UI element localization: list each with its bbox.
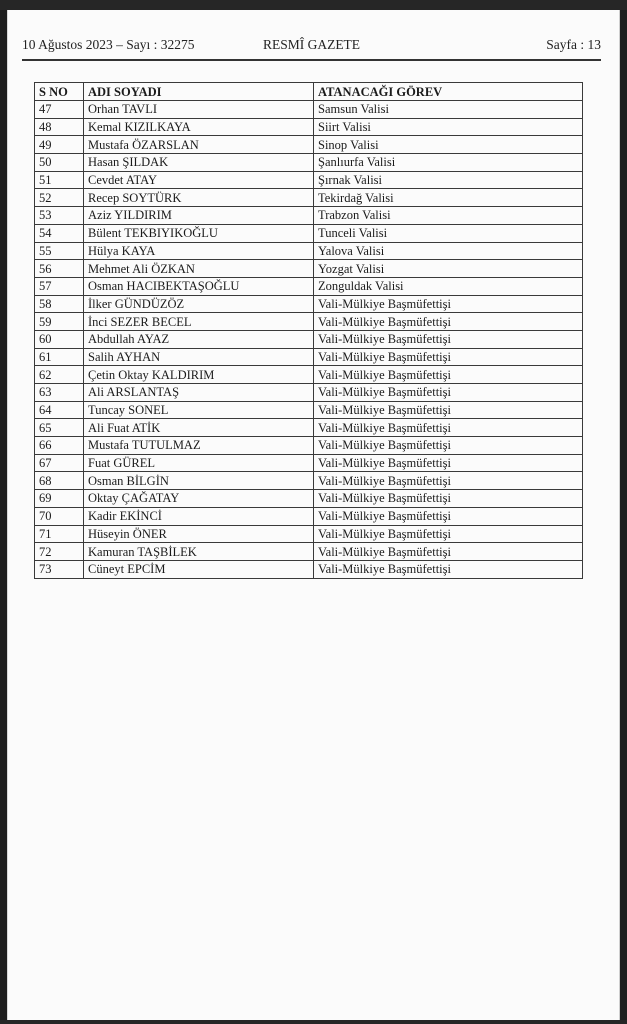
- cell-position: Vali-Mülkiye Başmüfettişi: [314, 437, 583, 455]
- cell-position: Şırnak Valisi: [314, 171, 583, 189]
- cell-name: Abdullah AYAZ: [84, 330, 314, 348]
- table-row: [35, 224, 583, 242]
- cell-sno: 54: [35, 224, 84, 242]
- screen-top-bar: [0, 0, 627, 10]
- cell-sno: 55: [35, 242, 84, 260]
- cell-name: Cevdet ATAY: [84, 171, 314, 189]
- cell-position: Vali-Mülkiye Başmüfettişi: [314, 507, 583, 525]
- cell-name: Cüneyt EPCİM: [84, 560, 314, 578]
- cell-sno: 65: [35, 419, 84, 437]
- cell-name: Oktay ÇAĞATAY: [84, 490, 314, 508]
- cell-position: Vali-Mülkiye Başmüfettişi: [314, 348, 583, 366]
- table-row: [35, 295, 583, 313]
- cell-sno: 50: [35, 154, 84, 172]
- table-body: [35, 101, 583, 579]
- page-header: [22, 37, 601, 57]
- cell-name: Recep SOYTÜRK: [84, 189, 314, 207]
- cell-sno: 62: [35, 366, 84, 384]
- table-row: [35, 366, 583, 384]
- table-row: [35, 560, 583, 578]
- cell-sno: 69: [35, 490, 84, 508]
- cell-position: Yalova Valisi: [314, 242, 583, 260]
- cell-sno: 64: [35, 401, 84, 419]
- table-row: [35, 277, 583, 295]
- column-header-sno: S NO: [35, 83, 84, 101]
- cell-position: Vali-Mülkiye Başmüfettişi: [314, 401, 583, 419]
- table-row: [35, 472, 583, 490]
- screen-bottom-bar: [0, 1020, 627, 1024]
- cell-sno: 68: [35, 472, 84, 490]
- cell-name: Hüseyin ÖNER: [84, 525, 314, 543]
- cell-sno: 63: [35, 384, 84, 402]
- cell-position: Vali-Mülkiye Başmüfettişi: [314, 330, 583, 348]
- cell-name: Osman HACIBEKTAŞOĞLU: [84, 277, 314, 295]
- cell-position: Tunceli Valisi: [314, 224, 583, 242]
- table-row: [35, 171, 583, 189]
- cell-position: Trabzon Valisi: [314, 207, 583, 225]
- header-divider: [22, 59, 601, 61]
- issue-date: 10 Ağustos 2023 – Sayı : 32275: [22, 37, 195, 52]
- table-row: [35, 260, 583, 278]
- cell-position: Vali-Mülkiye Başmüfettişi: [314, 384, 583, 402]
- table-row: [35, 136, 583, 154]
- cell-name: Osman BİLGİN: [84, 472, 314, 490]
- cell-sno: 57: [35, 277, 84, 295]
- cell-name: Aziz YILDIRIM: [84, 207, 314, 225]
- column-header-position: ATANACAĞI GÖREV: [314, 83, 583, 101]
- cell-name: Mehmet Ali ÖZKAN: [84, 260, 314, 278]
- cell-position: Siirt Valisi: [314, 118, 583, 136]
- cell-sno: 73: [35, 560, 84, 578]
- table-row: [35, 490, 583, 508]
- cell-name: Ali Fuat ATİK: [84, 419, 314, 437]
- gazette-title: RESMÎ GAZETE: [262, 37, 361, 52]
- cell-position: Vali-Mülkiye Başmüfettişi: [314, 525, 583, 543]
- cell-position: Vali-Mülkiye Başmüfettişi: [314, 454, 583, 472]
- cell-name: Kemal KIZILKAYA: [84, 118, 314, 136]
- column-header-name: ADI SOYADI: [84, 83, 314, 101]
- table-row: [35, 189, 583, 207]
- cell-name: İlker GÜNDÜZÖZ: [84, 295, 314, 313]
- table-row: [35, 507, 583, 525]
- cell-sno: 61: [35, 348, 84, 366]
- cell-name: Tuncay SONEL: [84, 401, 314, 419]
- cell-name: Hasan ŞILDAK: [84, 154, 314, 172]
- cell-name: Mustafa TUTULMAZ: [84, 437, 314, 455]
- cell-name: Salih AYHAN: [84, 348, 314, 366]
- cell-name: Kamuran TAŞBİLEK: [84, 543, 314, 561]
- cell-position: Vali-Mülkiye Başmüfettişi: [314, 490, 583, 508]
- cell-position: Vali-Mülkiye Başmüfettişi: [314, 419, 583, 437]
- cell-position: Vali-Mülkiye Başmüfettişi: [314, 366, 583, 384]
- cell-name: İnci SEZER BECEL: [84, 313, 314, 331]
- cell-position: Vali-Mülkiye Başmüfettişi: [314, 560, 583, 578]
- cell-position: Tekirdağ Valisi: [314, 189, 583, 207]
- cell-sno: 60: [35, 330, 84, 348]
- cell-sno: 59: [35, 313, 84, 331]
- cell-position: Vali-Mülkiye Başmüfettişi: [314, 472, 583, 490]
- table-row: [35, 454, 583, 472]
- table-row: [35, 313, 583, 331]
- table-row: [35, 437, 583, 455]
- cell-position: Samsun Valisi: [314, 101, 583, 119]
- cell-name: Kadir EKİNCİ: [84, 507, 314, 525]
- cell-sno: 49: [35, 136, 84, 154]
- cell-sno: 66: [35, 437, 84, 455]
- cell-sno: 48: [35, 118, 84, 136]
- cell-position: Zonguldak Valisi: [314, 277, 583, 295]
- table-row: [35, 348, 583, 366]
- cell-sno: 56: [35, 260, 84, 278]
- appointments-table: [34, 82, 583, 579]
- table-row: [35, 419, 583, 437]
- cell-name: Orhan TAVLI: [84, 101, 314, 119]
- cell-position: Sinop Valisi: [314, 136, 583, 154]
- cell-sno: 53: [35, 207, 84, 225]
- cell-sno: 72: [35, 543, 84, 561]
- cell-sno: 71: [35, 525, 84, 543]
- cell-sno: 70: [35, 507, 84, 525]
- cell-sno: 52: [35, 189, 84, 207]
- table-row: [35, 401, 583, 419]
- table-row: [35, 118, 583, 136]
- table-row: [35, 525, 583, 543]
- table-row: [35, 330, 583, 348]
- table-header-row: [35, 83, 583, 101]
- cell-position: Vali-Mülkiye Başmüfettişi: [314, 295, 583, 313]
- cell-position: Yozgat Valisi: [314, 260, 583, 278]
- cell-sno: 58: [35, 295, 84, 313]
- cell-position: Vali-Mülkiye Başmüfettişi: [314, 543, 583, 561]
- page-number: Sayfa : 13: [546, 37, 601, 52]
- cell-position: Vali-Mülkiye Başmüfettişi: [314, 313, 583, 331]
- table-row: [35, 207, 583, 225]
- cell-sno: 51: [35, 171, 84, 189]
- gazette-page: [7, 10, 620, 1020]
- cell-sno: 47: [35, 101, 84, 119]
- table-row: [35, 154, 583, 172]
- table-row: [35, 242, 583, 260]
- cell-name: Çetin Oktay KALDIRIM: [84, 366, 314, 384]
- cell-sno: 67: [35, 454, 84, 472]
- cell-position: Şanlıurfa Valisi: [314, 154, 583, 172]
- cell-name: Fuat GÜREL: [84, 454, 314, 472]
- table-row: [35, 384, 583, 402]
- cell-name: Hülya KAYA: [84, 242, 314, 260]
- cell-name: Bülent TEKBIYIKOĞLU: [84, 224, 314, 242]
- table-row: [35, 543, 583, 561]
- cell-name: Ali ARSLANTAŞ: [84, 384, 314, 402]
- cell-name: Mustafa ÖZARSLAN: [84, 136, 314, 154]
- table-row: [35, 101, 583, 119]
